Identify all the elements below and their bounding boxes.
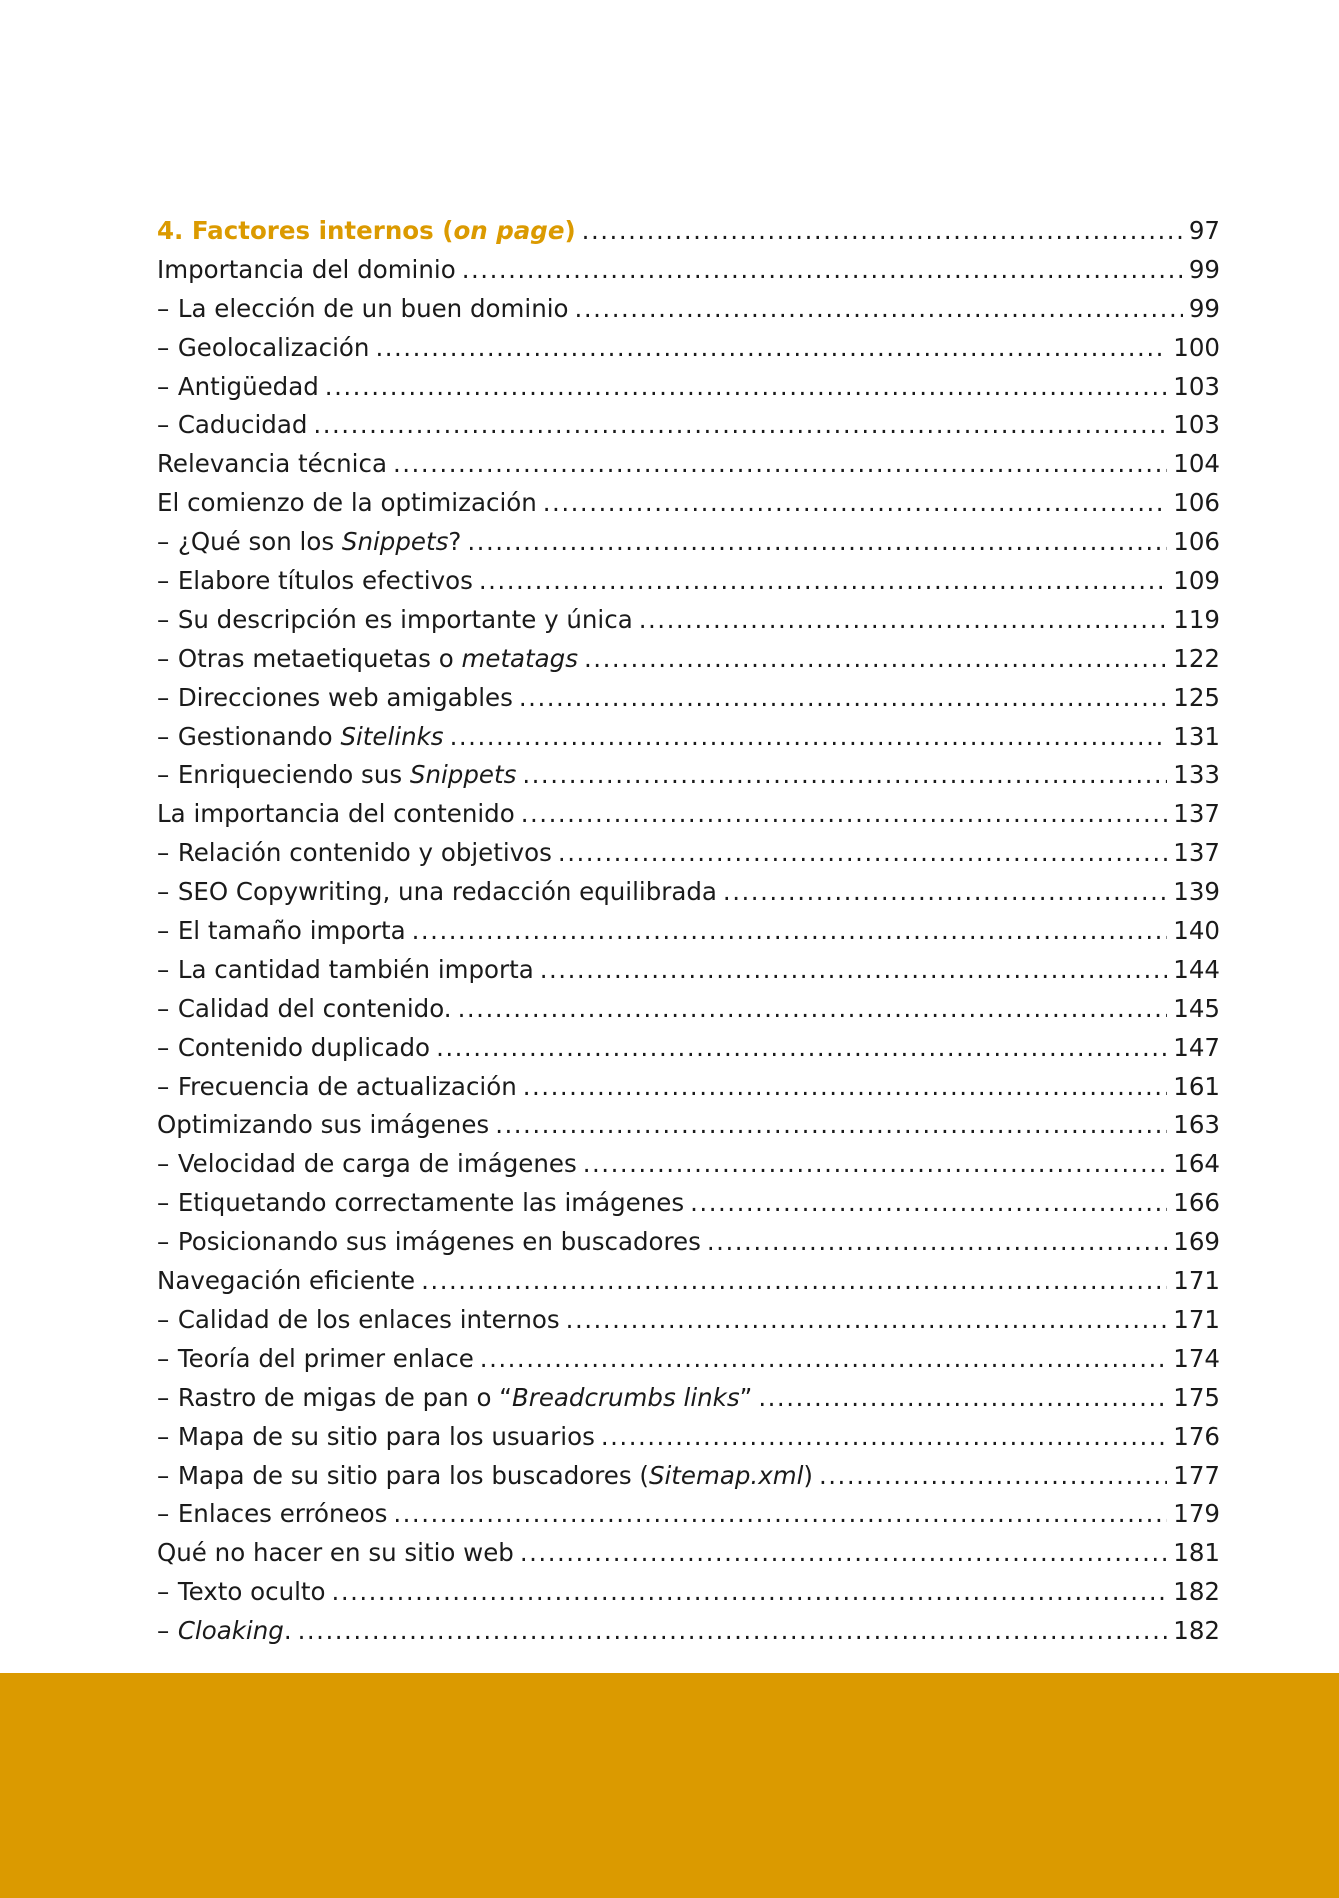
toc-page-number: 182 [1173,1577,1220,1607]
entry-title-text: Importancia del dominio [157,254,456,284]
entry-title-text: Texto oculto [177,1577,326,1607]
toc-page-number: 147 [1173,1032,1220,1062]
dot-leader [458,990,1168,1029]
toc-entry-title [157,834,552,873]
entry-title-text: Enriqueciendo sus [177,760,410,790]
toc-page-number: 104 [1173,449,1220,479]
toc-page-number: 171 [1173,1266,1220,1296]
entry-dash: – [157,838,170,868]
entry-dash: – [157,566,170,596]
entry-title-text: Enlaces erróneos [177,1499,388,1529]
chapter-title-italic: on page [453,216,565,245]
table-of-contents [157,212,1220,1651]
toc-entry-title [157,1068,517,1107]
dot-leader [298,1612,1168,1651]
dot-leader [601,1418,1167,1457]
toc-page-number: 181 [1173,1538,1220,1568]
toc-entry-title [157,1106,489,1145]
toc-entry [157,1223,1220,1262]
entry-title-text: Su descripción es importante y única [177,604,633,634]
entry-title-text: ¿Qué son los [177,527,342,557]
dot-leader [543,484,1167,523]
entry-dash: – [157,954,170,984]
chapter-title-suffix: ) [564,216,576,245]
dot-leader [436,1029,1167,1068]
toc-entry-title [157,445,387,484]
toc-entry-title [157,1262,415,1301]
dot-leader [393,445,1167,484]
toc-page-number: 106 [1173,488,1220,518]
toc-entry [157,1418,1220,1457]
dot-leader [495,1106,1167,1145]
toc-entry-title [157,1573,326,1612]
dot-leader [540,951,1168,990]
entry-dash: – [157,760,170,790]
entry-title-italic: Snippets [409,760,517,790]
entry-title-text: Velocidad de carga de imágenes [177,1149,577,1179]
toc-page-number: 163 [1173,1110,1220,1140]
toc-entry [157,601,1220,640]
toc-entry-title [157,1340,474,1379]
toc-page-number: 176 [1173,1421,1220,1451]
entry-title-italic: Sitemap.xml [648,1460,804,1490]
toc-entry [157,1068,1220,1107]
entry-title-text: Contenido duplicado [177,1032,431,1062]
toc-entry [157,445,1220,484]
dot-leader [521,795,1168,834]
entry-title-text: Navegación eficiente [157,1266,416,1296]
dot-leader [467,523,1167,562]
toc-entry [157,951,1220,990]
toc-entry-title [157,601,633,640]
toc-page-number: 133 [1173,760,1220,790]
entry-title-suffix: ? [448,527,462,557]
entry-title-text: La cantidad también importa [177,954,534,984]
toc-page-number: 99 [1188,254,1220,284]
toc-page-number: 137 [1173,838,1220,868]
dot-leader [332,1573,1168,1612]
toc-entry-title [157,990,452,1029]
toc-page-number: 125 [1173,682,1220,712]
toc-page-number: 174 [1173,1343,1220,1373]
chapter-title-prefix: 4. Factores internos ( [157,216,454,245]
entry-title-text: Calidad del contenido. [177,993,452,1023]
entry-title-text: Otras metaetiquetas o [177,643,462,673]
entry-title-suffix: ) [803,1460,813,1490]
entry-dash: – [157,643,170,673]
toc-entry [157,1612,1220,1651]
toc-entry [157,406,1220,445]
dot-leader [707,1223,1167,1262]
entry-title-text: Optimizando sus imágenes [157,1110,490,1140]
toc-entry-title [157,368,319,407]
entry-title-suffix: . [283,1616,292,1646]
toc-entry-title [157,1612,292,1651]
toc-entry [157,1340,1220,1379]
toc-entry [157,562,1220,601]
entry-title-text: El tamaño importa [177,916,406,946]
entry-title-text: Antigüedad [177,371,319,401]
toc-entry-title [157,756,516,795]
toc-page-number: 161 [1173,1071,1220,1101]
dot-leader [522,756,1167,795]
entry-title-text: Relación contenido y objetivos [177,838,552,868]
entry-dash: – [157,877,170,907]
toc-page-number: 109 [1173,566,1220,596]
dot-leader [639,601,1168,640]
toc-entry-title [157,1457,813,1496]
entry-title-text: Etiquetando correctamente las imágenes [177,1188,685,1218]
entry-title-text: Geolocalización [177,332,370,362]
toc-entry [157,368,1220,407]
toc-page-number: 145 [1173,993,1220,1023]
toc-entry [157,484,1220,523]
entry-dash: – [157,1616,170,1646]
toc-entry [157,640,1220,679]
entry-title-text: Elabore títulos efectivos [177,566,473,596]
entry-dash: – [157,1071,170,1101]
entry-title-text: Direcciones web amigables [177,682,513,712]
toc-entry-title [157,406,307,445]
entry-dash: – [157,1460,170,1490]
toc-entry-title [157,523,461,562]
dot-leader [566,1301,1168,1340]
dot-leader [479,562,1167,601]
toc-entry [157,1534,1220,1573]
dot-leader [690,1184,1167,1223]
dot-leader [480,1340,1167,1379]
toc-entry-title [157,251,456,290]
toc-entry [157,1262,1220,1301]
toc-entry-title [157,1184,684,1223]
dot-leader [393,1495,1167,1534]
entry-title-text: Teoría del primer enlace [177,1343,474,1373]
dot-leader [523,1068,1168,1107]
dot-leader [583,1145,1168,1184]
entry-dash: – [157,721,170,751]
toc-page-number: 144 [1173,954,1220,984]
dot-leader [758,1379,1167,1418]
toc-page-number: 179 [1173,1499,1220,1529]
entry-title-suffix: ” [739,1382,753,1412]
entry-dash: – [157,371,170,401]
dot-leader [575,290,1183,329]
entry-title-italic: Breadcrumbs links [511,1382,740,1412]
toc-entry [157,1457,1220,1496]
toc-entry [157,756,1220,795]
toc-entry [157,251,1220,290]
chapter-heading [157,212,1220,251]
toc-entry-title [157,1534,514,1573]
toc-page-number: 166 [1173,1188,1220,1218]
toc-entry-title [157,873,717,912]
entry-title-text: La elección de un buen dominio [177,293,569,323]
toc-entry-title [157,1029,430,1068]
entry-dash: – [157,293,170,323]
toc-page-number: 175 [1173,1382,1220,1412]
dot-leader [723,873,1167,912]
dot-leader [582,212,1183,251]
entry-dash: – [157,1304,170,1334]
toc-entry [157,1495,1220,1534]
toc-entry [157,1301,1220,1340]
entry-title-text: Caducidad [177,410,308,440]
entry-dash: – [157,1188,170,1218]
entry-dash: – [157,1343,170,1373]
toc-page-number: 169 [1173,1227,1220,1257]
toc-entry-title [157,640,578,679]
toc-entry [157,718,1220,757]
toc-entry-title [157,1418,595,1457]
entry-title-text: Frecuencia de actualización [177,1071,517,1101]
toc-entry-title [157,1223,701,1262]
toc-page-number: 106 [1173,527,1220,557]
toc-entry-title [157,1379,752,1418]
entry-dash: – [157,993,170,1023]
toc-entry-title [157,679,513,718]
toc-page-number: 100 [1173,332,1220,362]
toc-page-number: 171 [1173,1304,1220,1334]
entry-title-text: Posicionando sus imágenes en buscadores [177,1227,701,1257]
toc-entry-title [157,290,569,329]
entry-dash: – [157,332,170,362]
toc-entry [157,1184,1220,1223]
entry-title-text: Mapa de su sitio para los usuarios [177,1421,595,1451]
entry-title-text: SEO Copywriting, una redacción equilibrada [177,877,717,907]
dot-leader [313,406,1167,445]
dot-leader [819,1457,1167,1496]
entry-dash: – [157,604,170,634]
toc-entry [157,912,1220,951]
entry-dash: – [157,1421,170,1451]
toc-entry [157,1145,1220,1184]
toc-entry-title [157,718,444,757]
toc-entry [157,1573,1220,1612]
toc-page-number: 119 [1173,604,1220,634]
chapter-title [157,212,576,251]
dot-leader [584,640,1167,679]
entry-title-text: Gestionando [177,721,341,751]
entry-dash: – [157,916,170,946]
toc-entry-title [157,951,534,990]
entry-title-italic: Sitelinks [340,721,444,751]
entry-dash: – [157,1149,170,1179]
toc-entry [157,1029,1220,1068]
toc-entry [157,290,1220,329]
toc-page-number: 122 [1173,643,1220,673]
toc-entry-title [157,1145,577,1184]
toc-page-number: 99 [1188,293,1220,323]
chapter-page-number: 97 [1188,216,1220,245]
entry-dash: – [157,410,170,440]
dot-leader [412,912,1168,951]
toc-entry [157,523,1220,562]
toc-page-number: 131 [1173,721,1220,751]
dot-leader [462,251,1183,290]
entry-title-text: Calidad de los enlaces internos [177,1304,560,1334]
entry-dash: – [157,527,170,557]
toc-entry [157,329,1220,368]
toc-entry-title [157,1301,560,1340]
dot-leader [450,718,1168,757]
entry-title-text: La importancia del contenido [157,799,515,829]
dot-leader [421,1262,1167,1301]
entry-title-text: Relevancia técnica [157,449,387,479]
entry-dash: – [157,1499,170,1529]
toc-page-number: 182 [1173,1616,1220,1646]
entry-dash: – [157,1032,170,1062]
toc-entry-title [157,795,515,834]
entry-title-italic: Cloaking [177,1616,284,1646]
toc-page-number: 103 [1173,410,1220,440]
toc-entry-title [157,1495,387,1534]
toc-entry [157,1379,1220,1418]
toc-entry [157,873,1220,912]
toc-entry [157,990,1220,1029]
entry-dash: – [157,1227,170,1257]
dot-leader [519,679,1167,718]
entry-title-italic: metatags [461,643,578,673]
toc-page-number: 140 [1173,916,1220,946]
entry-dash: – [157,682,170,712]
dot-leader [520,1534,1167,1573]
dot-leader [375,329,1167,368]
toc-page-number: 103 [1173,371,1220,401]
toc-page-number: 137 [1173,799,1220,829]
toc-entry [157,834,1220,873]
toc-entry [157,679,1220,718]
entry-title-italic: Snippets [341,527,449,557]
toc-page-number: 177 [1173,1460,1220,1490]
entry-dash: – [157,1382,170,1412]
entry-title-text: Qué no hacer en su sitio web [157,1538,514,1568]
toc-page-number: 164 [1173,1149,1220,1179]
toc-entry [157,795,1220,834]
toc-entry-title [157,562,473,601]
entry-title-text: El comienzo de la optimización [157,488,537,518]
toc-page-number: 139 [1173,877,1220,907]
dot-leader [558,834,1167,873]
toc-entry-title [157,912,406,951]
entry-title-text: Rastro de migas de pan o “ [177,1382,512,1412]
entry-title-text: Mapa de su sitio para los buscadores ( [177,1460,649,1490]
entry-dash: – [157,1577,170,1607]
toc-entry-title [157,484,537,523]
toc-entry-title [157,329,369,368]
footer-color-band [0,1673,1339,1898]
toc-entries [157,251,1220,1651]
toc-entry [157,1106,1220,1145]
dot-leader [325,368,1167,407]
